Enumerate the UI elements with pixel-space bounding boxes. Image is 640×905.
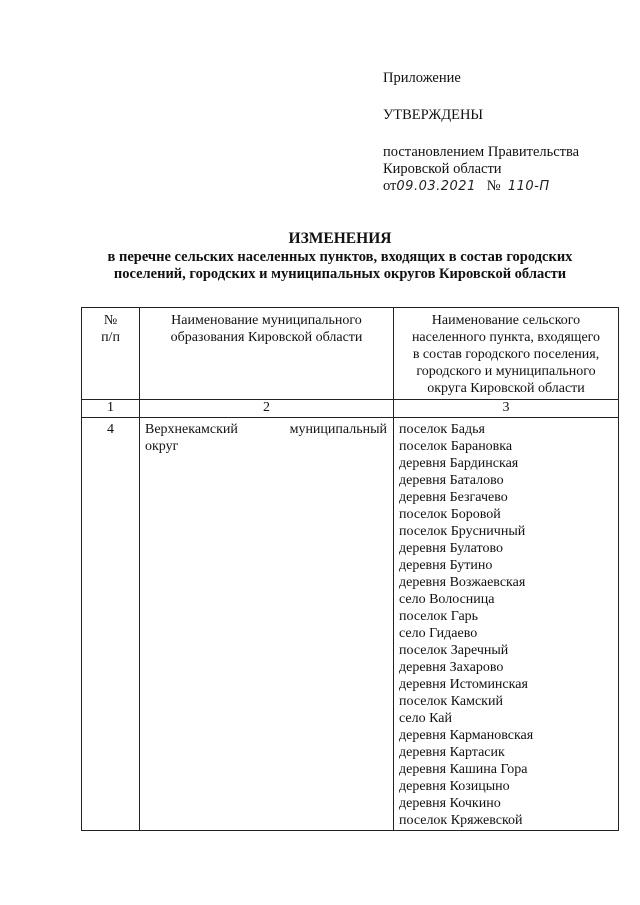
decree-line-1: постановлением Правительства [383,144,580,160]
settlement-item: деревня Булатово [399,541,503,556]
decree-line-2: Кировской области [383,161,502,177]
handwritten-number: 110-П [507,179,550,194]
municipality-line-2: округ [145,439,179,454]
document-title [70,230,610,283]
settlement-item: поселок Заречный [399,643,509,658]
settlement-item: поселок Камский [399,694,503,709]
approved-label: УТВЕРЖДЕНЫ [383,107,484,123]
settlement-item: село Кай [399,711,452,726]
settlement-item: поселок Кряжевской [399,813,523,828]
header-settlement-line-3: в состав городского поселения, [412,347,600,362]
header-settlement-line-1: Наименование сельского [431,313,581,328]
header-settlement-line-2: населенного пункта, входящего [411,330,601,345]
settlement-item: деревня Захарово [399,660,504,675]
row-number: 4 [82,418,140,831]
title-line-2: поселений, городских и муниципальных округов Кировской области [113,266,567,282]
header-number [82,308,140,400]
settlement-item: деревня Истоминская [399,677,528,692]
settlements-cell [394,418,619,831]
municipality-word-1: Верхнекамский [145,422,238,437]
municipality-word-2: муниципальный [289,422,387,437]
table-header-row [82,308,619,400]
changes-table [81,307,619,831]
municipality-line-1 [145,421,387,438]
title-main: ИЗМЕНЕНИЯ [288,230,392,247]
handwritten-date: 09.03.2021 [396,179,476,194]
column-number-1: 1 [82,400,140,418]
settlement-item: деревня Бутино [399,558,493,573]
header-settlement-line-5: округа Кировской области [427,381,585,396]
header-municipality [140,308,394,400]
header-settlement-line-4: городского и муниципального [416,364,596,379]
approval-block [383,70,623,195]
header-number-line-2: п/п [101,330,120,345]
settlement-item: деревня Кочкино [399,796,501,811]
header-municipality-line-1: Наименование муниципального [171,313,362,328]
column-number-row [82,400,619,418]
settlement-item: поселок Брусничный [399,524,526,539]
settlement-item: деревня Картасик [399,745,505,760]
settlement-item: деревня Возжаевская [399,575,526,590]
settlement-item: деревня Кашина Гора [399,762,528,777]
column-number-2: 2 [140,400,394,418]
settlement-item: поселок Гарь [399,609,479,624]
appendix-label: Приложение [383,70,461,86]
date-prefix: от [383,178,397,194]
settlement-item: деревня Козицыно [399,779,510,794]
settlement-item: деревня Кармановская [399,728,534,743]
header-settlement [394,308,619,400]
table-row [82,418,619,831]
settlement-item: поселок Боровой [399,507,501,522]
column-number-3: 3 [394,400,619,418]
settlement-item: деревня Баталово [399,473,504,488]
settlement-item: поселок Барановка [399,439,513,454]
settlement-item: село Гидаево [399,626,478,641]
settlement-item: село Волосница [399,592,495,607]
header-number-line-1: № [103,313,118,328]
title-line-1: в перечне сельских населенных пунктов, входящих в состав городских [107,249,573,265]
settlement-item: поселок Бадья [399,422,485,437]
municipality-cell [140,418,394,831]
settlement-item: деревня Бардинская [399,456,519,471]
settlement-item: деревня Безгачево [399,490,508,505]
header-municipality-line-2: образования Кировской области [170,330,363,345]
number-prefix: № [486,178,501,194]
decree-date-line [383,178,623,195]
